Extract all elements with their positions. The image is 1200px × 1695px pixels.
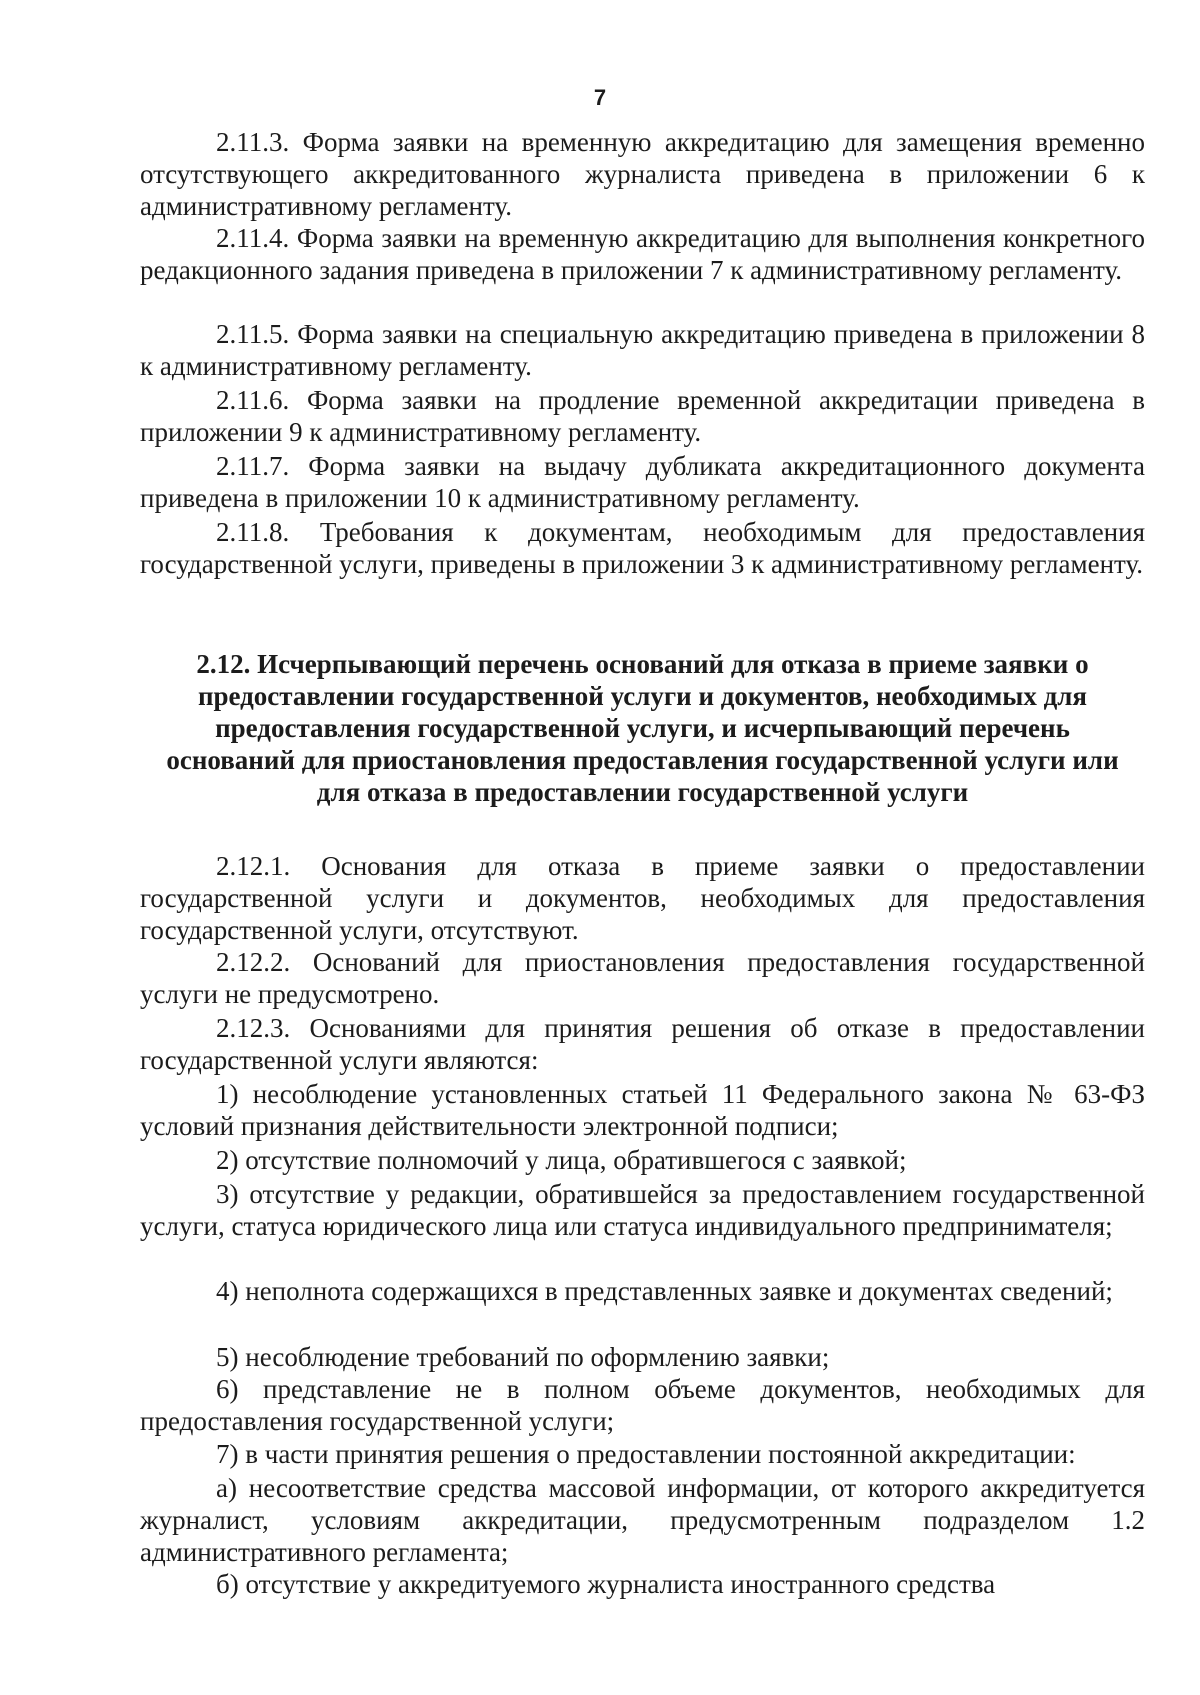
- list-item-7a: а) несоответствие средства массовой информации, от которого аккредитуется журналист, условиям аккредитации, предусмотренным подразделом 1.2 административного регламента;: [140, 1473, 1145, 1567]
- list-item-1: 1) несоблюдение установленных статьей 11 Федерального закона № 63-ФЗ условий признания действительности электронной подписи;: [140, 1079, 1145, 1141]
- page-number: 7: [593, 85, 607, 110]
- paragraph-2-12-1: 2.12.1. Основания для отказа в приеме заявки о предоставлении государственной услуги и документов, необходимых для предоставления государственной услуги, отсутствуют.: [140, 851, 1145, 945]
- list-item-4: 4) неполнота содержащихся в представленных заявке и документах сведений;: [216, 1276, 1113, 1306]
- paragraph-2-11-5: 2.11.5. Форма заявки на специальную аккредитацию приведена в приложении 8 к административному регламенту.: [140, 319, 1145, 381]
- list-item-7: 7) в части принятия решения о предоставлении постоянной аккредитации:: [216, 1439, 1076, 1469]
- paragraph-2-11-4: 2.11.4. Форма заявки на временную аккредитацию для выполнения конкретного редакционного задания приведена в приложении 7 к административному регламенту.: [140, 223, 1145, 285]
- paragraph-2-11-7: 2.11.7. Форма заявки на выдачу дубликата аккредитационного документа приведена в приложении 10 к административному регламенту.: [140, 451, 1145, 513]
- paragraph-2-11-8: 2.11.8. Требования к документам, необходимым для предоставления государственной услуги, приведены в приложении 3 к административному регламенту.: [140, 517, 1145, 579]
- list-item-3: 3) отсутствие у редакции, обратившейся за предоставлением государственной услуги, статуса юридического лица или статуса индивидуального предпринимателя;: [140, 1179, 1145, 1241]
- list-item-6: 6) представление не в полном объеме документов, необходимых для предоставления государственной услуги;: [140, 1374, 1145, 1436]
- list-item-7b: б) отсутствие у аккредитуемого журналиста иностранного средства: [216, 1569, 996, 1599]
- list-item-5: 5) несоблюдение требований по оформлению заявки;: [216, 1342, 830, 1372]
- section-heading-2-12: 2.12. Исчерпывающий перечень оснований для отказа в приеме заявки о предоставлении государственной услуги и документов, необходимых для предоставления государственной услуги, и исчерпывающий перечень оснований для приостановления предоставления государственной услуги или для отказа в предоставлении государственной услуги: [166, 649, 1119, 807]
- list-item-2: 2) отсутствие полномочий у лица, обратившегося с заявкой;: [216, 1145, 907, 1175]
- paragraph-2-11-6: 2.11.6. Форма заявки на продление временной аккредитации приведена в приложении 9 к административному регламенту.: [140, 385, 1145, 447]
- paragraph-2-11-3: 2.11.3. Форма заявки на временную аккредитацию для замещения временно отсутствующего аккредитованного журналиста приведена в приложении 6 к административному регламенту.: [140, 127, 1145, 221]
- paragraph-2-12-2: 2.12.2. Оснований для приостановления предоставления государственной услуги не предусмотрено.: [140, 947, 1145, 1009]
- paragraph-2-12-3: 2.12.3. Основаниями для принятия решения об отказе в предоставлении государственной услуги являются:: [140, 1013, 1145, 1075]
